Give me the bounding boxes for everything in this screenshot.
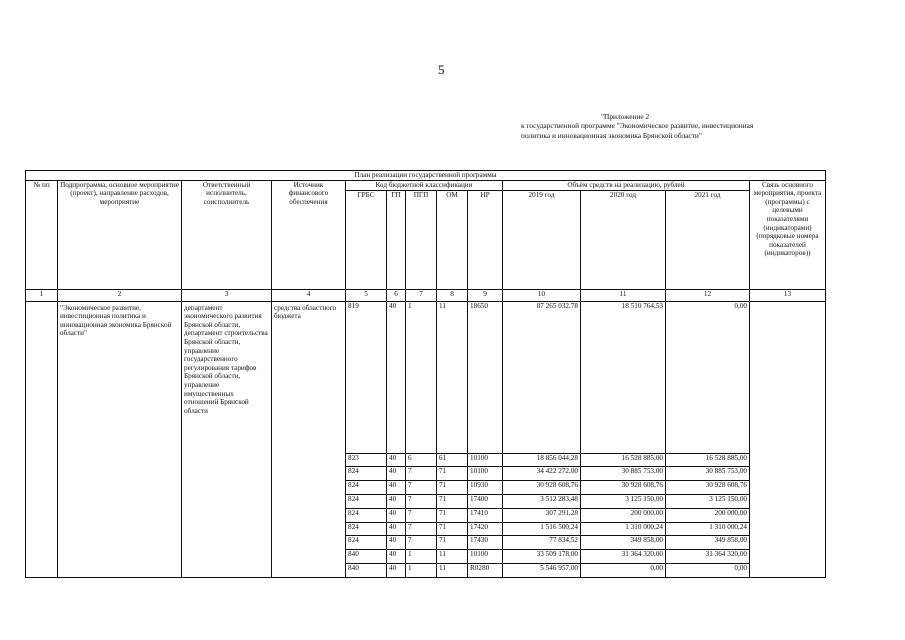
col-number: 4: [272, 289, 346, 301]
header-link: Связь основного мероприятия, проекта (программы) с целевыми показателями (индикаторами) (порядковые номера показателей (индикаторов)): [750, 180, 826, 289]
row-2019: 18 856 044,28: [503, 453, 581, 467]
row-2019: 33 509 178,00: [503, 550, 581, 564]
row-2020: 200 000,00: [581, 508, 666, 522]
col-number: 5: [346, 289, 387, 301]
row-grbs: 823: [346, 453, 387, 467]
row-2021: 0,00: [666, 563, 750, 577]
row-grbs: 840: [346, 550, 387, 564]
row-2020: 349 858,00: [581, 536, 666, 550]
row-pgp: 7: [406, 508, 437, 522]
cell-num: [26, 301, 58, 577]
row-pgp: 1: [406, 563, 437, 577]
row-om: 11: [437, 563, 468, 577]
row-grbs: 824: [346, 467, 387, 481]
col-number: 9: [468, 289, 503, 301]
row-pgp: 7: [406, 494, 437, 508]
row-2020: 3 125 150,00: [581, 494, 666, 508]
row-gp: 40: [387, 508, 406, 522]
col-number: 10: [503, 289, 581, 301]
row-nr: 18650: [468, 301, 503, 453]
row-nr: 17420: [468, 522, 503, 536]
row-pgp: 6: [406, 453, 437, 467]
row-om: 11: [437, 550, 468, 564]
row-nr: R0280: [468, 563, 503, 577]
header-om: ОМ: [437, 190, 468, 289]
row-gp: 40: [387, 467, 406, 481]
appendix-line-3: политика и инновационная экономика Брянской области": [521, 130, 702, 140]
header-gp: ГП: [387, 190, 406, 289]
row-om: 71: [437, 467, 468, 481]
row-pgp: 7: [406, 467, 437, 481]
row-2019: 307 291,28: [503, 508, 581, 522]
row-2020: 31 364 320,00: [581, 550, 666, 564]
row-grbs: 824: [346, 536, 387, 550]
row-grbs: 824: [346, 522, 387, 536]
row-2021: 0,00: [666, 301, 750, 453]
row-2021: 3 125 150,00: [666, 494, 750, 508]
col-number: 3: [182, 289, 272, 301]
header-responsible: Ответственный исполнитель, соисполнитель: [182, 180, 272, 289]
row-om: 61: [437, 453, 468, 467]
row-pgp: 1: [406, 301, 437, 453]
row-2020: 18 510 764,53: [581, 301, 666, 453]
header-volume: Объём средств на реализацию, рублей: [503, 180, 750, 190]
row-2019: 1 516 500,24: [503, 522, 581, 536]
header-num: № пп: [26, 180, 58, 289]
row-2020: 30 928 608,76: [581, 481, 666, 495]
row-grbs: 840: [346, 563, 387, 577]
row-om: 71: [437, 494, 468, 508]
row-grbs: 824: [346, 481, 387, 495]
row-gp: 40: [387, 494, 406, 508]
col-number: 6: [387, 289, 406, 301]
col-number: 12: [666, 289, 750, 301]
col-number: 11: [581, 289, 666, 301]
row-om: 71: [437, 536, 468, 550]
col-number: 1: [26, 289, 58, 301]
header-grbs: ГРБС: [346, 190, 387, 289]
row-gp: 40: [387, 522, 406, 536]
row-2020: 30 885 753,00: [581, 467, 666, 481]
header-pgp: ПГП: [406, 190, 437, 289]
row-grbs: 824: [346, 494, 387, 508]
row-2020: 1 310 000,24: [581, 522, 666, 536]
row-gp: 40: [387, 453, 406, 467]
row-om: 11: [437, 301, 468, 453]
funding-source: средства областного бюджета: [272, 301, 346, 577]
row-2021: 349 858,00: [666, 536, 750, 550]
row-nr: 17400: [468, 494, 503, 508]
row-2019: 30 928 608,76: [503, 481, 581, 495]
row-nr: 17430: [468, 536, 503, 550]
row-pgp: 7: [406, 481, 437, 495]
row-2021: 1 310 000,24: [666, 522, 750, 536]
row-nr: 17410: [468, 508, 503, 522]
header-2021: 2021 год: [666, 190, 750, 289]
row-nr: 10100: [468, 467, 503, 481]
header-2019: 2019 год: [503, 190, 581, 289]
row-gp: 40: [387, 550, 406, 564]
appendix-line-1: "Приложение 2: [601, 112, 650, 121]
row-gp: 40: [387, 536, 406, 550]
row-2019: 87 265 032,78: [503, 301, 581, 453]
header-subprogram: Подпрограмма, основное мероприятие (проект), направление расходов, мероприятие: [58, 180, 182, 289]
row-2020: 0,00: [581, 563, 666, 577]
header-budget-code: Код бюджетной классификации: [346, 180, 503, 190]
col-number: 8: [437, 289, 468, 301]
program-name: "Экономическое развитие, инвестиционная политика и инновационная экономика Брянской области": [58, 301, 182, 577]
row-grbs: 824: [346, 508, 387, 522]
row-grbs: 819: [346, 301, 387, 453]
row-2020: 16 528 885,00: [581, 453, 666, 467]
header-source: Источник финансового обеспечения: [272, 180, 346, 289]
row-gp: 40: [387, 563, 406, 577]
header-nr: НР: [468, 190, 503, 289]
row-pgp: 1: [406, 550, 437, 564]
row-2021: 31 364 320,00: [666, 550, 750, 564]
row-nr: 10930: [468, 481, 503, 495]
col-number: 2: [58, 289, 182, 301]
row-2019: 34 422 272,00: [503, 467, 581, 481]
row-nr: 10100: [468, 550, 503, 564]
row-2019: 3 512 283,48: [503, 494, 581, 508]
col-number: 13: [750, 289, 826, 301]
row-nr: 10100: [468, 453, 503, 467]
cell-link: [750, 301, 826, 577]
row-gp: 40: [387, 301, 406, 453]
header-2020: 2020 год: [581, 190, 666, 289]
row-gp: 40: [387, 481, 406, 495]
page-number: 5: [438, 62, 445, 77]
row-2021: 16 528 885,00: [666, 453, 750, 467]
row-2021: 30 928 608,76: [666, 481, 750, 495]
appendix-header: [521, 112, 821, 140]
row-2021: 200 000,00: [666, 508, 750, 522]
row-pgp: 7: [406, 536, 437, 550]
table-caption: План реализации государственной программы: [26, 171, 826, 181]
executor: департамент экономического развития Брянской области, департамент строительства Брянской области, управление государственного регулирования тарифов Брянской области, управление имущественных отношений Брянской области: [182, 301, 272, 577]
row-om: 71: [437, 508, 468, 522]
row-om: 71: [437, 481, 468, 495]
appendix-line-2: к государственной программе "Экономическое развитие, инвестиционная: [521, 121, 754, 131]
plan-table: [25, 170, 826, 578]
row-pgp: 7: [406, 522, 437, 536]
row-2021: 30 885 753,00: [666, 467, 750, 481]
row-2019: 77 834,52: [503, 536, 581, 550]
row-om: 71: [437, 522, 468, 536]
col-number: 7: [406, 289, 437, 301]
row-2019: 5 546 957,00: [503, 563, 581, 577]
